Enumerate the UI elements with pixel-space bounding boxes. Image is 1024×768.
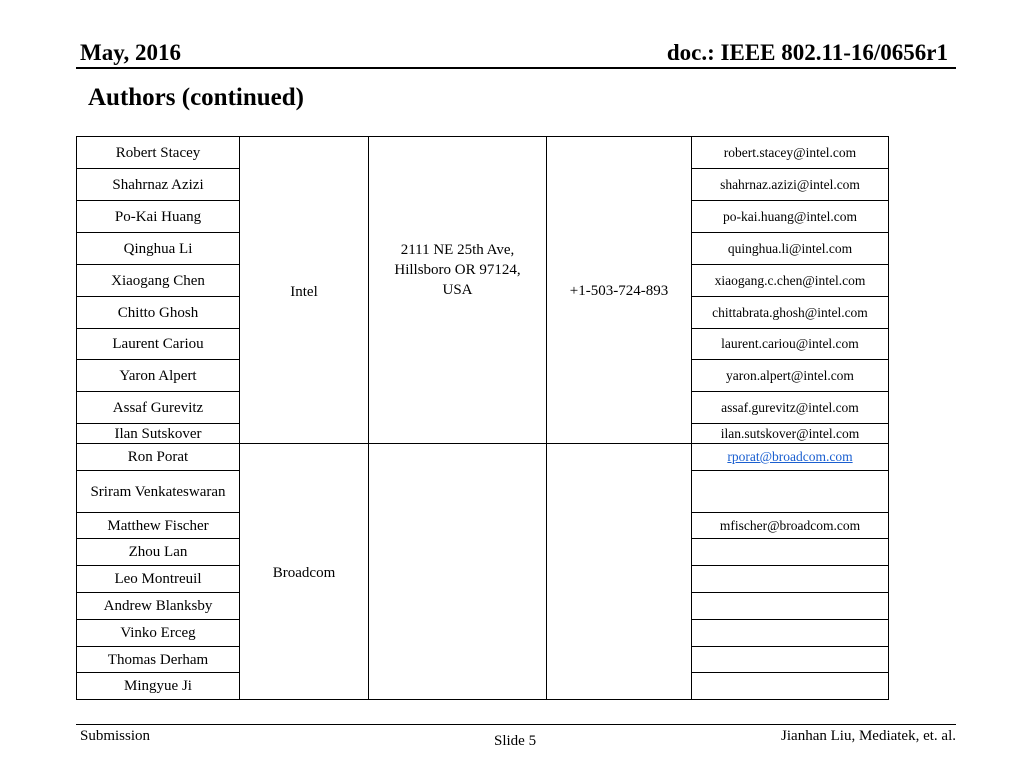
author-name bbox=[76, 200, 240, 233]
author-name-text: Chitto Ghosh bbox=[117, 304, 199, 321]
author-name-text: Yaron Alpert bbox=[119, 367, 197, 384]
author-name-text: Shahrnaz Azizi bbox=[112, 176, 204, 193]
author-name-text: Assaf Gurevitz bbox=[112, 399, 204, 416]
author-email bbox=[691, 232, 889, 265]
author-email bbox=[691, 619, 889, 647]
author-email bbox=[691, 512, 889, 539]
author-name bbox=[76, 232, 240, 265]
author-email bbox=[691, 646, 889, 673]
author-email bbox=[691, 565, 889, 593]
author-name bbox=[76, 168, 240, 201]
author-email bbox=[691, 538, 889, 566]
author-name bbox=[76, 264, 240, 297]
author-name-text: Laurent Cariou bbox=[112, 336, 204, 352]
author-name bbox=[76, 512, 240, 539]
footer-submission: Submission bbox=[80, 728, 151, 744]
author-email bbox=[691, 328, 889, 360]
header-date: May, 2016 bbox=[80, 40, 181, 65]
author-name-text: Ron Porat bbox=[127, 449, 189, 465]
company-cell bbox=[239, 443, 369, 700]
author-name bbox=[76, 592, 240, 620]
author-email-text: assaf.gurevitz@intel.com bbox=[721, 399, 859, 415]
author-email-text: laurent.cariou@intel.com bbox=[721, 336, 859, 351]
author-name bbox=[76, 443, 240, 471]
author-name-text: Robert Stacey bbox=[115, 144, 201, 161]
author-email bbox=[691, 391, 889, 424]
author-email bbox=[691, 264, 889, 297]
author-name-text: Matthew Fischer bbox=[107, 517, 209, 534]
author-name-text: Leo Montreuil bbox=[114, 571, 202, 587]
author-name-text: Po-Kai Huang bbox=[114, 208, 202, 225]
footer-divider bbox=[76, 724, 956, 725]
author-email-text: po-kai.huang@intel.com bbox=[723, 208, 857, 224]
author-email bbox=[691, 443, 889, 471]
author-email bbox=[691, 470, 889, 513]
author-name-text: Thomas Derham bbox=[107, 651, 209, 668]
author-name bbox=[76, 328, 240, 360]
author-email bbox=[691, 359, 889, 392]
author-name-text: Ilan Sutskover bbox=[114, 426, 202, 442]
author-name-text: Qinghua Li bbox=[123, 240, 193, 257]
author-email bbox=[691, 592, 889, 620]
author-email-text: robert.stacey@intel.com bbox=[723, 144, 857, 160]
author-name-text: Xiaogang Chen bbox=[111, 272, 205, 289]
author-name-text: Vinko Erceg bbox=[120, 625, 196, 641]
author-email-text: ilan.sutskover@intel.com bbox=[720, 426, 860, 441]
author-email bbox=[691, 136, 889, 169]
author-email bbox=[691, 423, 889, 445]
author-email bbox=[691, 168, 889, 201]
footer-authors: Jianhan Liu, Mediatek, et. al. bbox=[781, 728, 956, 744]
author-name-text: Sriram Venkateswaran bbox=[90, 483, 226, 500]
header-doc-id: doc.: IEEE 802.11-16/0656r1 bbox=[666, 40, 948, 65]
author-name-text: Zhou Lan bbox=[128, 544, 188, 560]
author-name bbox=[76, 672, 240, 700]
author-email bbox=[691, 672, 889, 700]
phone-cell bbox=[546, 443, 692, 700]
header-divider bbox=[76, 67, 956, 69]
author-email-text: quinghua.li@intel.com bbox=[727, 240, 853, 256]
address-cell bbox=[368, 443, 547, 700]
author-email-text: mfischer@broadcom.com bbox=[719, 517, 861, 533]
author-name bbox=[76, 646, 240, 673]
author-email-link[interactable]: rporat@broadcom.com bbox=[727, 449, 853, 464]
author-name-text: Andrew Blanksby bbox=[103, 598, 213, 614]
author-email-text: shahrnaz.azizi@intel.com bbox=[720, 176, 860, 192]
footer-slide-number: Slide 5 bbox=[494, 733, 537, 749]
address-cell-text: 2111 NE 25th Ave, Hillsboro OR 97124, USA bbox=[394, 242, 521, 298]
author-name bbox=[76, 359, 240, 392]
phone-cell-text: +1-503-724-893 bbox=[569, 282, 669, 299]
author-name bbox=[76, 391, 240, 424]
author-email-text: xiaogang.c.chen@intel.com bbox=[714, 272, 866, 288]
author-email-text: chittabrata.ghosh@intel.com bbox=[712, 304, 868, 320]
author-name bbox=[76, 538, 240, 566]
phone-cell bbox=[546, 136, 692, 445]
author-email bbox=[691, 296, 889, 329]
author-email-text: yaron.alpert@intel.com bbox=[726, 367, 854, 383]
author-name-text: Mingyue Ji bbox=[124, 678, 192, 694]
address-cell bbox=[368, 136, 547, 445]
author-email bbox=[691, 200, 889, 233]
company-cell bbox=[239, 136, 369, 445]
slide-title: Authors (continued) bbox=[88, 84, 304, 111]
author-name bbox=[76, 565, 240, 593]
author-name bbox=[76, 423, 240, 445]
company-cell-text: Broadcom bbox=[272, 565, 336, 581]
author-name bbox=[76, 470, 240, 513]
company-cell-text: Intel bbox=[290, 284, 318, 300]
author-name bbox=[76, 136, 240, 169]
author-name bbox=[76, 619, 240, 647]
author-name bbox=[76, 296, 240, 329]
